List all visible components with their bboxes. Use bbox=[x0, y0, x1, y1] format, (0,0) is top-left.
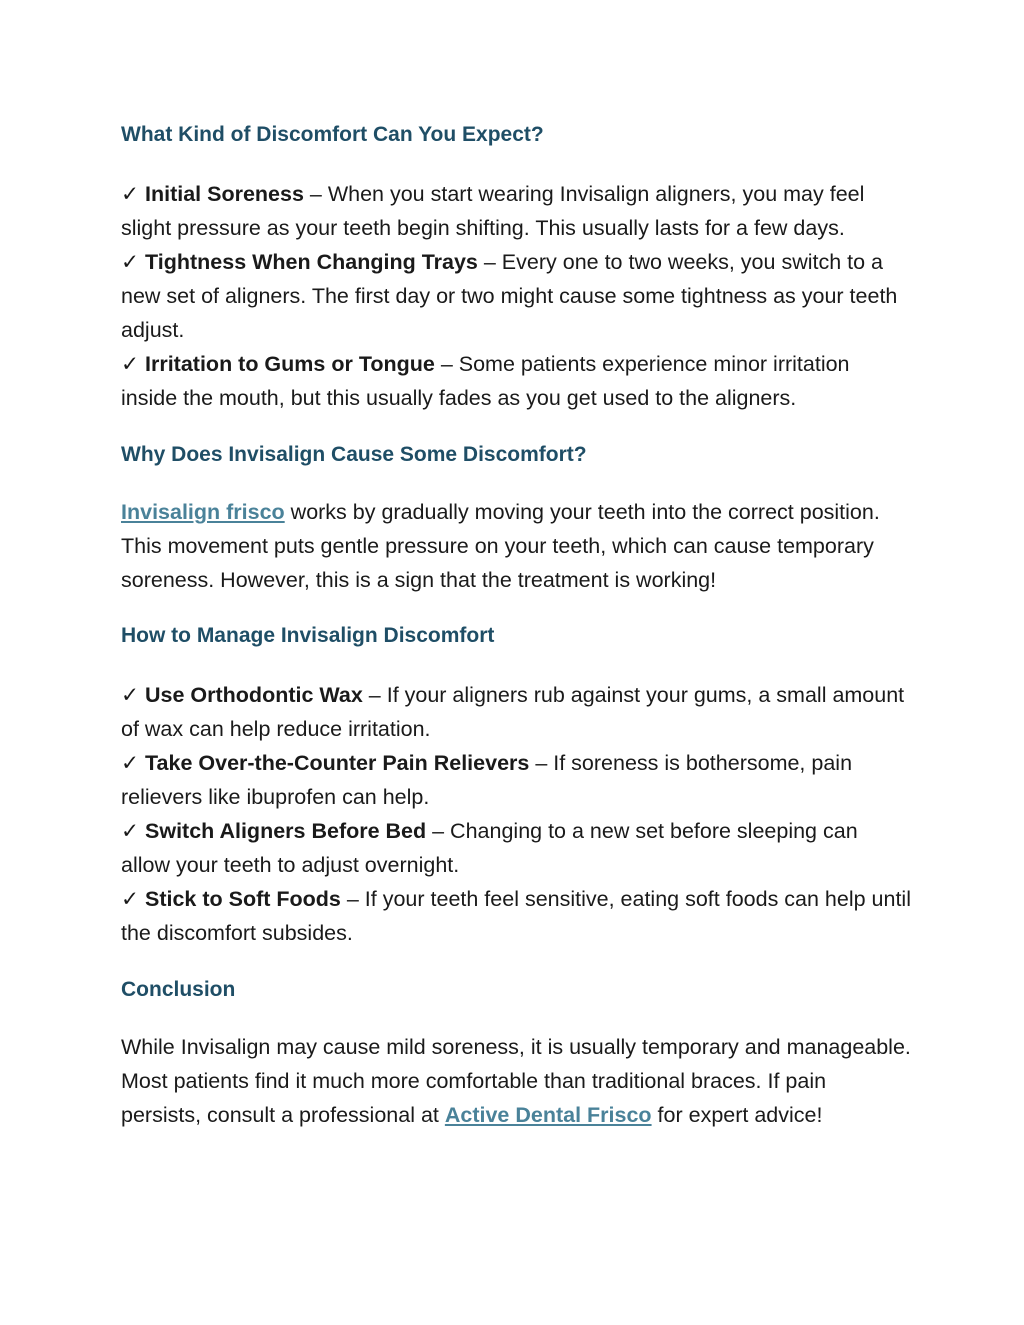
item-title: Stick to Soft Foods bbox=[145, 887, 341, 911]
item-title: Initial Soreness bbox=[145, 182, 304, 206]
item-title: Irritation to Gums or Tongue bbox=[145, 352, 435, 376]
document-page bbox=[121, 118, 911, 1132]
list-item bbox=[121, 245, 911, 347]
list-item bbox=[121, 678, 911, 746]
why-paragraph bbox=[121, 495, 911, 597]
expect-list bbox=[121, 177, 911, 415]
list-item bbox=[121, 746, 911, 814]
checkmark-icon: ✓ bbox=[121, 352, 140, 376]
conclusion-paragraph bbox=[121, 1030, 911, 1132]
checkmark-icon: ✓ bbox=[121, 182, 140, 206]
why-body: works by gradually moving your teeth into the correct position. This movement puts gentle pressure on your teeth, which can cause temporary soreness. However, this is a sign that the treatment is working! bbox=[121, 500, 880, 592]
list-item bbox=[121, 814, 911, 882]
item-text: – If your teeth feel sensitive, eating soft foods can help until the discomfort subsides. bbox=[121, 887, 911, 945]
list-item bbox=[121, 347, 911, 415]
checkmark-icon: ✓ bbox=[121, 887, 140, 911]
heading-expect: What Kind of Discomfort Can You Expect? bbox=[121, 123, 544, 146]
item-title: Take Over-the-Counter Pain Relievers bbox=[145, 751, 530, 775]
checkmark-icon: ✓ bbox=[121, 751, 140, 775]
item-text: – Some patients experience minor irritation inside the mouth, but this usually fades as you get used to the aligners. bbox=[121, 352, 850, 410]
item-text: – When you start wearing Invisalign aligners, you may feel slight pressure as your teeth begin shifting. This usually lasts for a few days. bbox=[121, 182, 865, 240]
item-text: – Changing to a new set before sleeping can allow your teeth to adjust overnight. bbox=[121, 819, 858, 877]
heading-conclusion: Conclusion bbox=[121, 978, 236, 1001]
checkmark-icon: ✓ bbox=[121, 250, 140, 274]
manage-list bbox=[121, 678, 911, 950]
item-text: – If soreness is bothersome, pain relievers like ibuprofen can help. bbox=[121, 751, 853, 809]
list-item bbox=[121, 882, 911, 950]
active-dental-frisco-link[interactable]: Active Dental Frisco bbox=[444, 1103, 652, 1127]
checkmark-icon: ✓ bbox=[121, 819, 140, 843]
item-text: – If your aligners rub against your gums, a small amount of wax can help reduce irritation. bbox=[121, 683, 905, 741]
invisalign-frisco-link[interactable]: Invisalign frisco bbox=[121, 500, 285, 524]
checkmark-icon: ✓ bbox=[121, 683, 140, 707]
list-item bbox=[121, 177, 911, 245]
conclusion-body-after: for expert advice! bbox=[651, 1103, 823, 1127]
item-title: Switch Aligners Before Bed bbox=[145, 819, 427, 843]
heading-manage: How to Manage Invisalign Discomfort bbox=[121, 624, 495, 647]
heading-why: Why Does Invisalign Cause Some Discomfort? bbox=[121, 443, 587, 466]
item-title: Tightness When Changing Trays bbox=[145, 250, 478, 274]
conclusion-body-before: While Invisalign may cause mild soreness, it is usually temporary and manageable. Most patients find it much more comfortable than traditional braces. If pain persists, consult a professional at bbox=[121, 1035, 911, 1127]
item-text: – Every one to two weeks, you switch to a new set of aligners. The first day or two might cause some tightness as your teeth adjust. bbox=[121, 250, 898, 342]
item-title: Use Orthodontic Wax bbox=[145, 683, 363, 707]
